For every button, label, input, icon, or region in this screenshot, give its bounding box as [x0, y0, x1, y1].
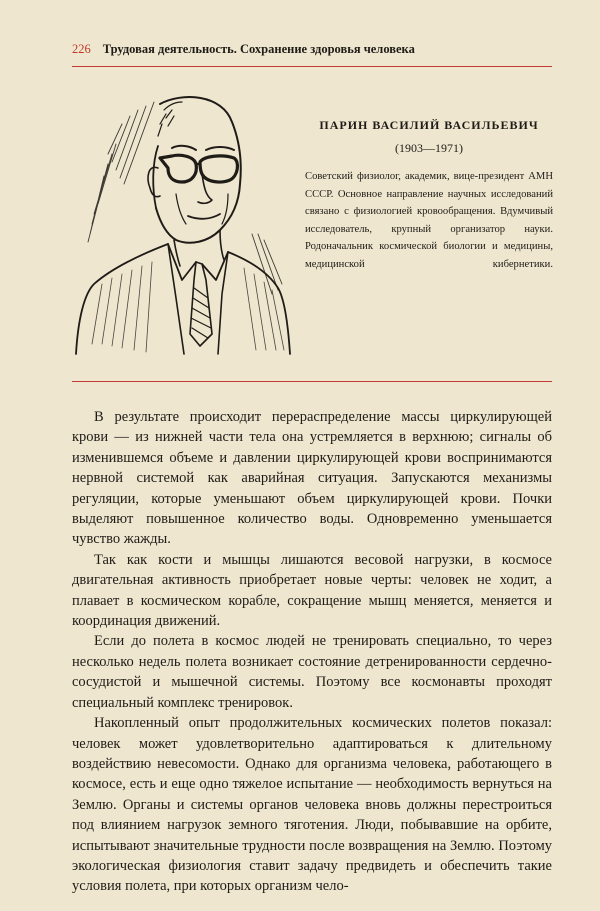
running-title: Трудовая деятельность. Сохранение здоровья человека [102, 42, 415, 56]
paragraph: Если до полета в космос людей не тренировать специально, то через несколько недель полета возникает состояние детренированности сердечно-сосудистой и мышечной системы. Поэтому все космонавты проходят специальный комплекс тренировок. [72, 633, 552, 711]
main-text [72, 407, 552, 897]
paragraph: Накопленный опыт продолжительных космических полетов показал: человек может удовлетворительно адаптироваться к длительному воздействию невесомости. Однако для организма человека, работающего в космосе, есть и еще одно тяжелое испытание — необходимость вернуться на Землю. Органы и системы органов человека вновь должны перестроиться под влиянием нагрузок земного тяготения. Люди, побывавшие на орбите, испытывают значительные трудности после возвращения на Землю. Поэтому экологическая физиология ставит задачу предвидеть и обеспечить такие условия полета, при которых организм чело- [72, 715, 552, 895]
section-rule [72, 381, 552, 382]
page-number: 226 [72, 42, 91, 56]
biography-text: Советский физиолог, академик, вице-президент АМН СССР. Основное направление научных исследований связано с физиологией кровообращения. Вдумчивый исследователь, крупный организатор науки. Родоначальник космической биологии и медицины, медицинской кибернетики. [305, 171, 553, 270]
person-name: ПАРИН ВАСИЛИЙ ВАСИЛЬЕВИЧ [319, 118, 539, 132]
life-years: (1903—1971) [395, 141, 463, 155]
biography-block [305, 118, 553, 274]
running-header [72, 42, 552, 62]
paragraph: В результате происходит перераспределение массы циркулирующей крови — из нижней части тела она устремляется в верхнюю; сигналы об изменившемся объеме и давлении циркулирующей крови воспринимаются нервной системой как аварийная ситуация. Запускаются механизмы регуляции, которые уменьшают объем циркулирующей крови. Почки выделяют повышенное количество воды. Одновременно уменьшается чувство жажды. [72, 409, 552, 548]
header-rule [72, 66, 552, 67]
portrait-illustration [72, 84, 292, 359]
paragraph: Так как кости и мышцы лишаются весовой нагрузки, в космосе двигательная активность приобретает новые черты: человек не ходит, а плавает в космическом корабле, сокращение мышц меняется, меняется и координация движений. [72, 551, 552, 630]
